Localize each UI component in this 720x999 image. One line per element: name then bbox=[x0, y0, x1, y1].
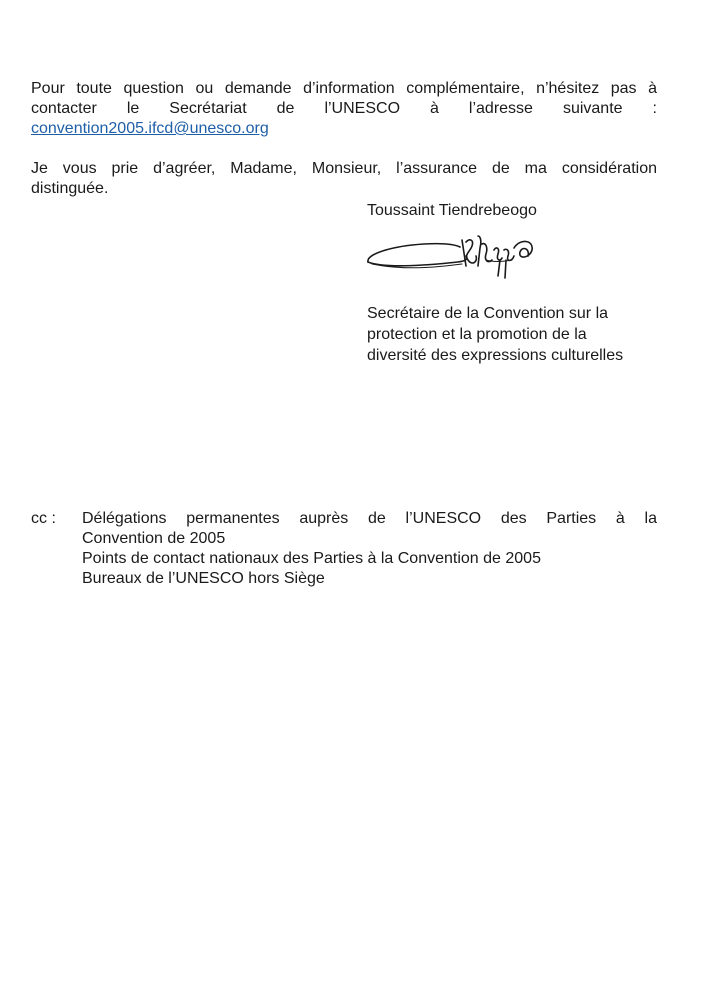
cc-line-3: Points de contact nationaux des Parties à la Convention de 2005 bbox=[82, 550, 541, 567]
closing-line-2: distinguée. bbox=[31, 180, 109, 197]
closing-paragraph bbox=[31, 159, 657, 199]
cc-recipients bbox=[82, 509, 657, 589]
email-link[interactable]: convention2005.ifcd@unesco.org bbox=[31, 120, 269, 137]
contact-paragraph bbox=[31, 79, 657, 139]
signer-name: Toussaint Tiendrebeogo bbox=[367, 202, 537, 219]
cc-label: cc : bbox=[31, 510, 56, 527]
cc-line-1: Délégations permanentes auprès de l’UNESCO des Parties à la bbox=[82, 510, 657, 527]
cc-line-2: Convention de 2005 bbox=[82, 530, 226, 547]
signer-title-line-3: diversité des expressions culturelles bbox=[367, 347, 624, 364]
signer-title bbox=[367, 303, 623, 366]
closing-line-1: Je vous prie d’agréer, Madame, Monsieur, l’assurance de ma considération bbox=[31, 160, 657, 177]
contact-line-2: contacter le Secrétariat de l’UNESCO à l’adresse suivante : bbox=[31, 100, 657, 117]
contact-line-1: Pour toute question ou demande d’information complémentaire, n’hésitez pas à bbox=[31, 80, 657, 97]
signer-title-line-1: Secrétaire de la Convention sur la bbox=[367, 305, 609, 322]
handwritten-signature bbox=[362, 226, 562, 288]
signer-title-line-2: protection et la promotion de la bbox=[367, 326, 587, 343]
cc-line-4: Bureaux de l’UNESCO hors Siège bbox=[82, 570, 325, 587]
